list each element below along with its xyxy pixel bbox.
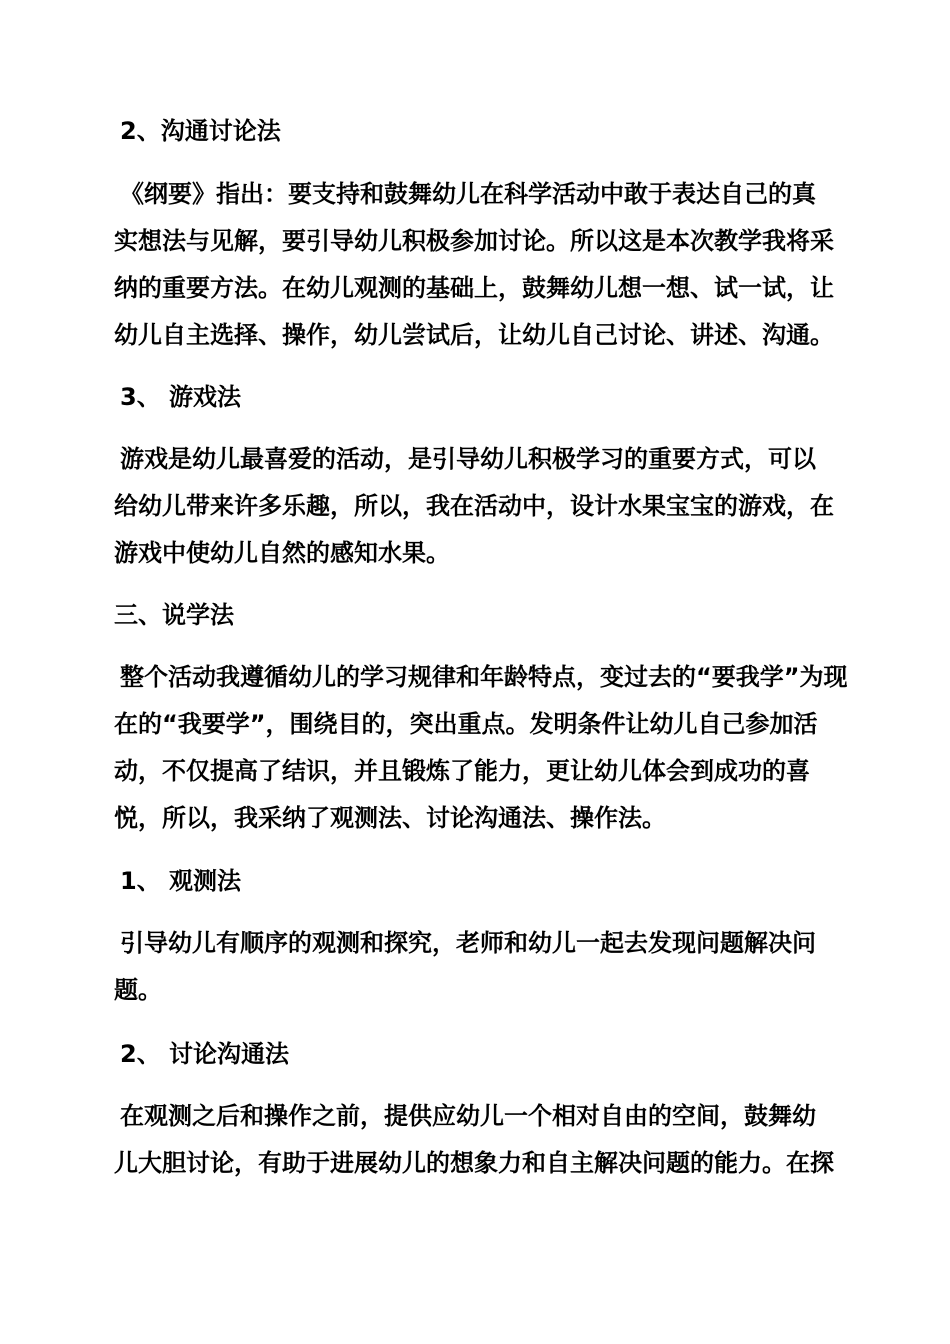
paragraph-line: 游戏中使幼儿自然的感知水果。 bbox=[114, 539, 450, 567]
paragraph-line: 引导幼儿有顺序的观测和探究，老师和幼儿一起去发现问题解决问 bbox=[120, 929, 816, 957]
paragraph-line: 纳的重要方法。在幼儿观测的基础上，鼓舞幼儿想一想、试一试，让 bbox=[114, 274, 834, 302]
paragraph-line: 幼儿自主选择、操作，幼儿尝试后，让幼儿自己讨论、讲述、沟通。 bbox=[114, 321, 834, 349]
paragraph-line: 在的“我要学”，围绕目的，突出重点。发明条件让幼儿自己参加活 bbox=[114, 710, 818, 738]
paragraph-line: 在观测之后和操作之前，提供应幼儿一个相对自由的空间，鼓舞幼 bbox=[120, 1102, 816, 1130]
heading-game-method: 3、 游戏法 bbox=[120, 383, 242, 411]
heading-learning-method: 三、说学法 bbox=[114, 601, 234, 629]
heading-communication-discussion: 2、沟通讨论法 bbox=[120, 117, 281, 145]
paragraph-line: 给幼儿带来许多乐趣，所以，我在活动中，设计水果宝宝的游戏，在 bbox=[114, 492, 834, 520]
paragraph-line: 题。 bbox=[114, 976, 162, 1004]
paragraph-line: 《纲要》指出：要支持和鼓舞幼儿在科学活动中敢于表达自己的真 bbox=[120, 180, 816, 208]
paragraph-line: 整个活动我遵循幼儿的学习规律和年龄特点，变过去的“要我学”为现 bbox=[120, 663, 848, 691]
paragraph-line: 儿大胆讨论，有助于进展幼儿的想象力和自主解决问题的能力。在探 bbox=[114, 1149, 834, 1177]
paragraph-line: 游戏是幼儿最喜爱的活动，是引导幼儿积极学习的重要方式，可以 bbox=[120, 445, 816, 473]
paragraph-line: 悦，所以，我采纳了观测法、讨论沟通法、操作法。 bbox=[114, 804, 666, 832]
paragraph-line: 动，不仅提高了结识，并且锻炼了能力，更让幼儿体会到成功的喜 bbox=[114, 757, 810, 785]
heading-observation-method: 1、 观测法 bbox=[120, 867, 242, 895]
paragraph-line: 实想法与见解，要引导幼儿积极参加讨论。所以这是本次教学我将采 bbox=[114, 227, 834, 255]
heading-discussion-communication-method: 2、 讨论沟通法 bbox=[120, 1040, 290, 1068]
